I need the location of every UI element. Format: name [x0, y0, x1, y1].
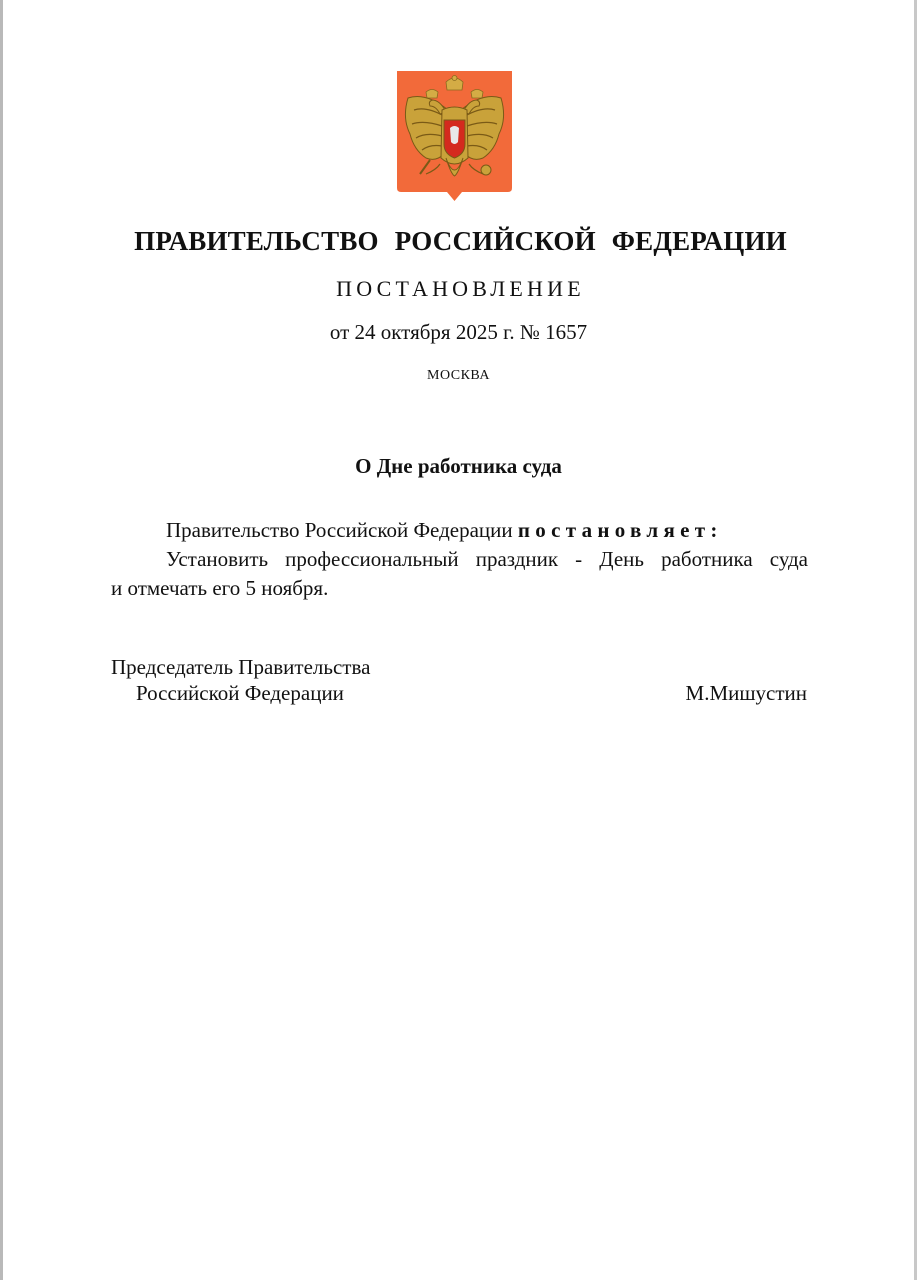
preamble-paragraph: [166, 518, 723, 543]
organization-title: ПРАВИТЕЛЬСТВО РОССИЙСКОЙ ФЕДЕРАЦИИ: [134, 226, 787, 256]
page-left-edge: [0, 0, 3, 1280]
signatory-position-line-2: Российской Федерации: [136, 681, 344, 705]
decision-line-1: Установить профессиональный праздник - День работника суда: [166, 547, 808, 571]
decision-line-2: и отмечать его 5 ноября.: [111, 576, 329, 600]
document-type: ПОСТАНОВЛЕНИЕ: [336, 276, 585, 301]
signatory-position-line-1: Председатель Правительства: [111, 655, 371, 679]
decree-verb: постановляет:: [517, 518, 723, 542]
preamble-text: Правительство Российской Федерации: [166, 518, 518, 542]
document-date-number: от 24 октября 2025 г. № 1657: [329, 320, 588, 344]
document-subject: О Дне работника суда: [355, 454, 562, 478]
signatory-name: М.Мишустин: [685, 681, 807, 705]
coat-of-arms-icon: [396, 70, 513, 202]
document-city: МОСКВА: [427, 368, 490, 383]
